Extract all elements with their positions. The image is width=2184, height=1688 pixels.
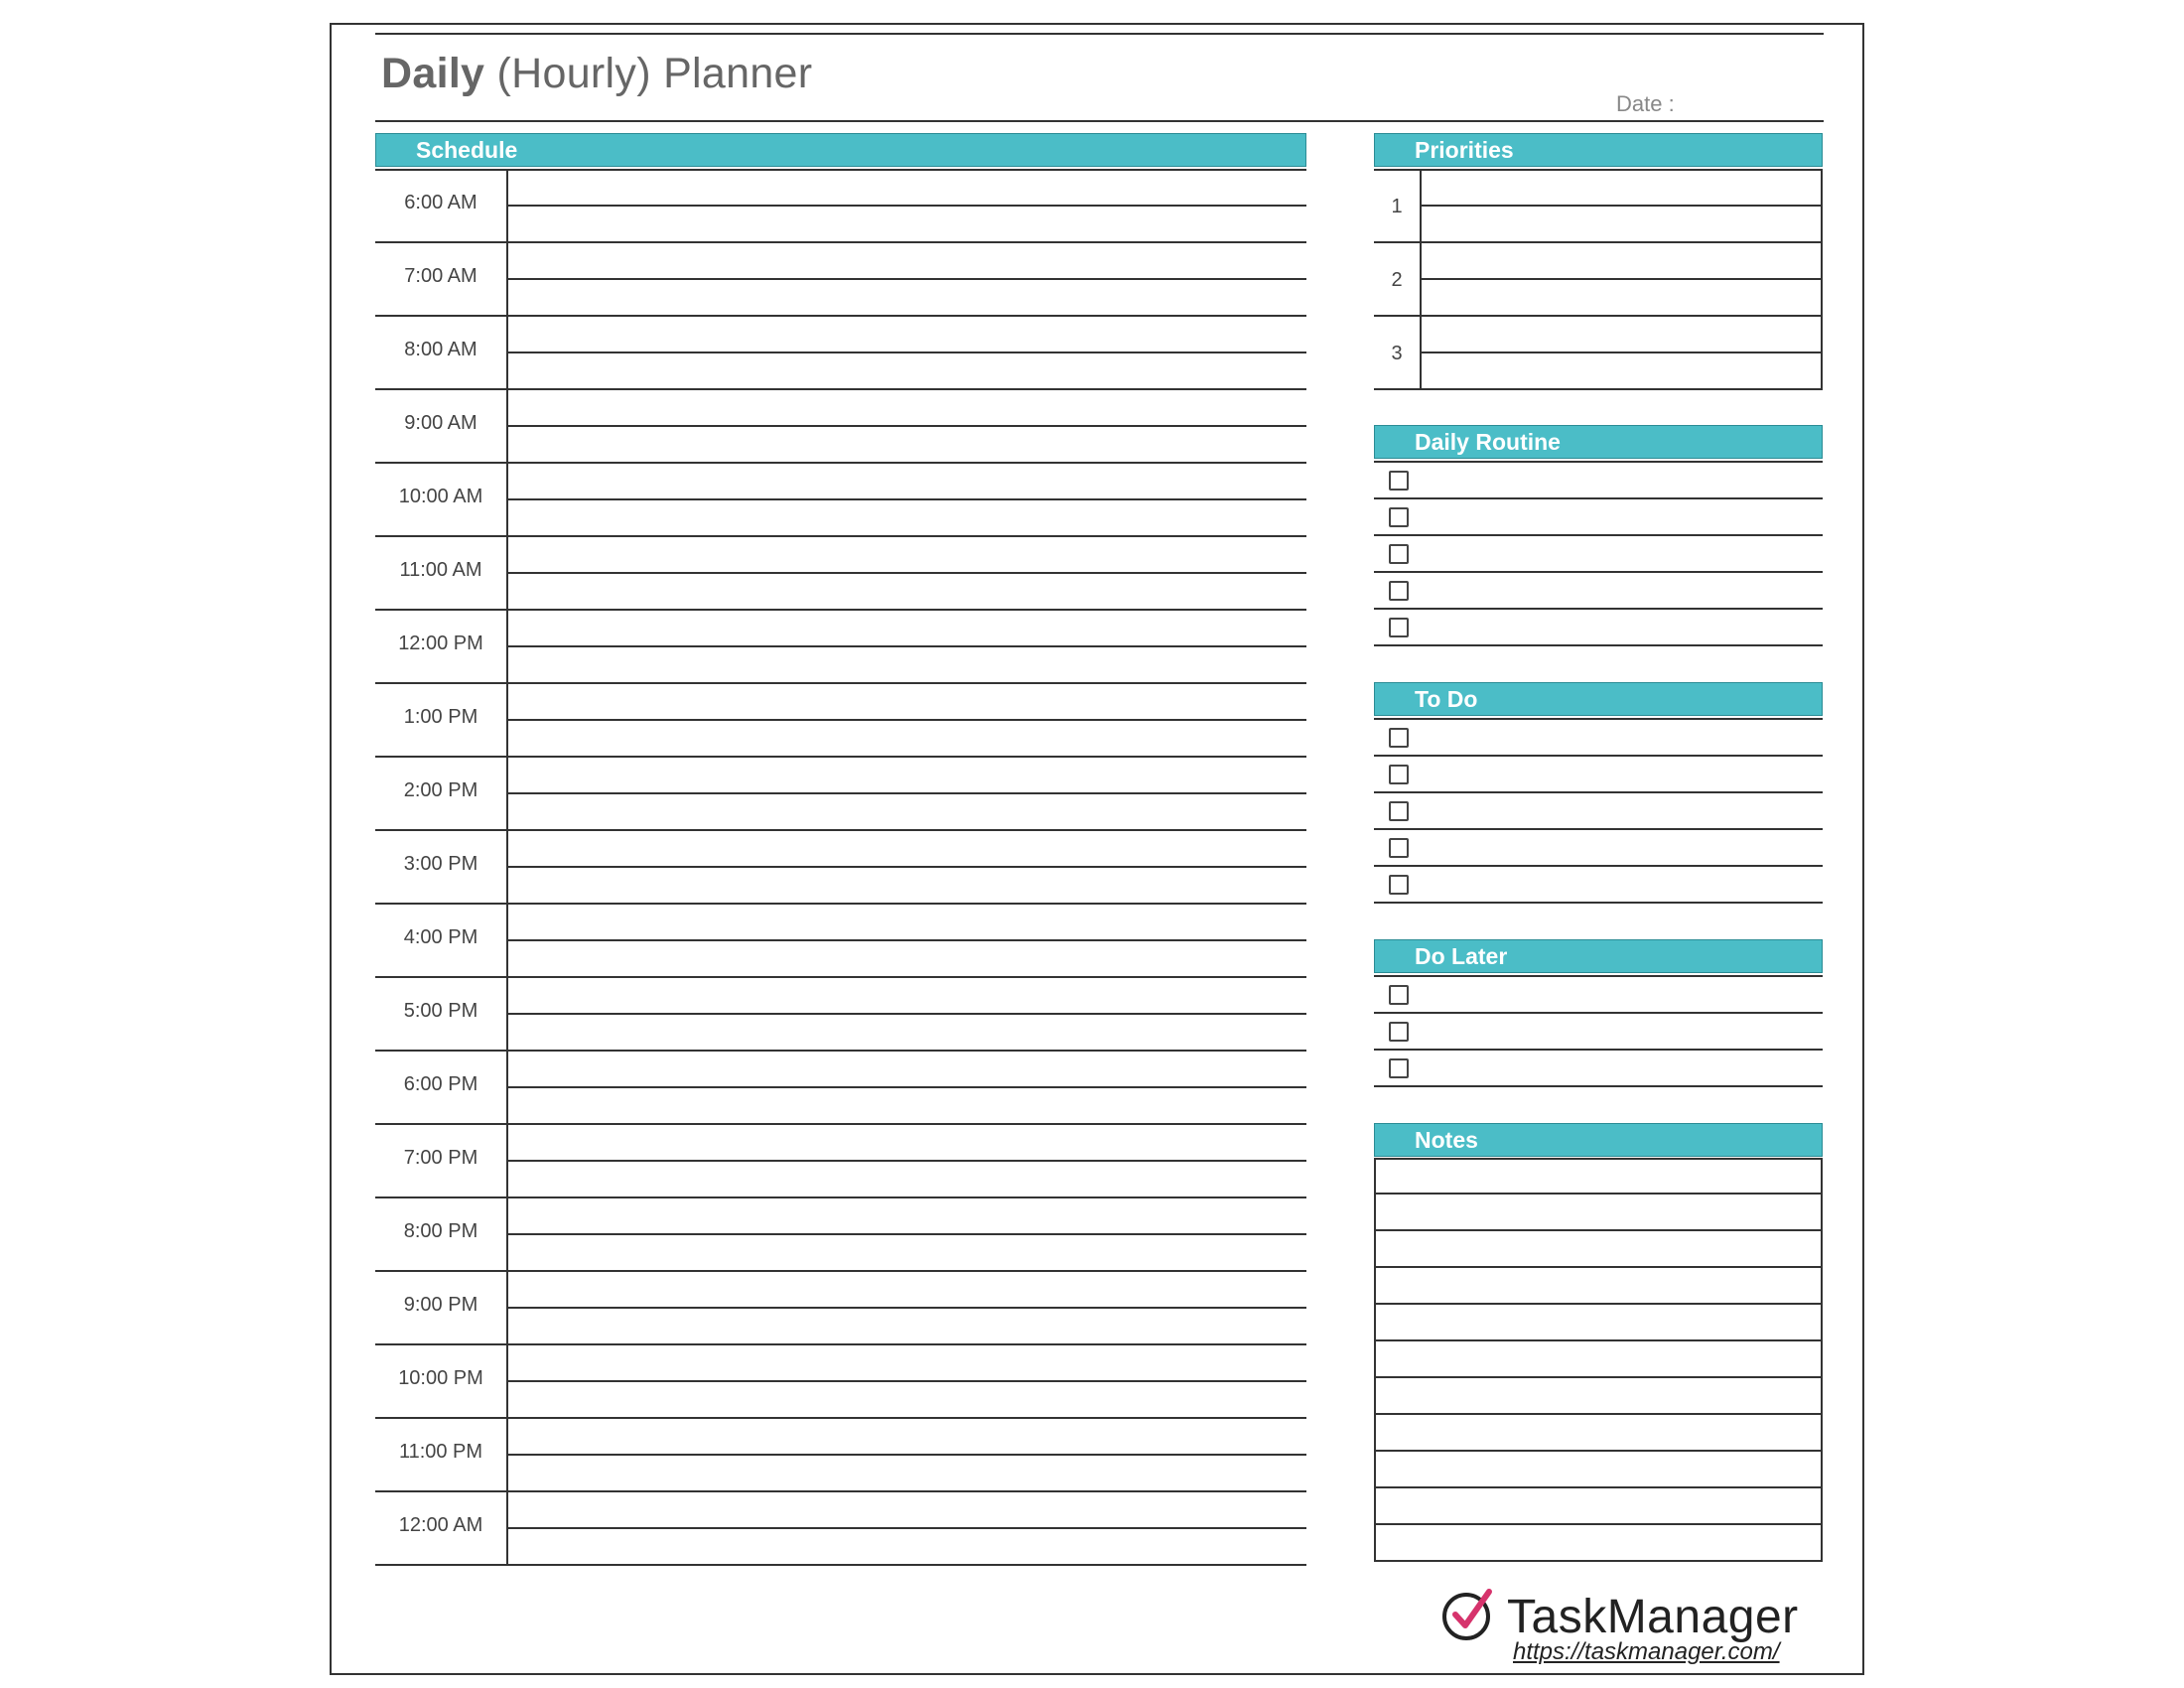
priority-row[interactable] bbox=[1374, 170, 1821, 243]
schedule-half-line bbox=[508, 1380, 1306, 1382]
notes-line[interactable] bbox=[1376, 1268, 1821, 1305]
schedule-time-label: 3:00 PM bbox=[375, 831, 508, 903]
priority-half-line bbox=[1422, 205, 1821, 207]
priority-number: 1 bbox=[1374, 170, 1422, 241]
notes-line[interactable] bbox=[1376, 1231, 1821, 1268]
schedule-half-line bbox=[508, 719, 1306, 721]
schedule-row[interactable] bbox=[375, 243, 1306, 317]
daily-routine-row[interactable] bbox=[1374, 573, 1823, 610]
todo-row[interactable] bbox=[1374, 757, 1823, 793]
checkbox[interactable] bbox=[1389, 544, 1409, 564]
checkbox[interactable] bbox=[1389, 581, 1409, 601]
priority-half-line bbox=[1422, 278, 1821, 280]
notes-line[interactable] bbox=[1376, 1378, 1821, 1415]
schedule-half-line bbox=[508, 792, 1306, 794]
checkbox[interactable] bbox=[1389, 801, 1409, 821]
schedule-row[interactable] bbox=[375, 170, 1306, 243]
priority-row[interactable] bbox=[1374, 243, 1821, 317]
do-later-row[interactable] bbox=[1374, 977, 1823, 1014]
schedule-time-label: 12:00 AM bbox=[375, 1492, 508, 1564]
schedule-time-label: 7:00 AM bbox=[375, 243, 508, 315]
schedule-row[interactable] bbox=[375, 1052, 1306, 1125]
schedule-time-label: 7:00 PM bbox=[375, 1125, 508, 1196]
schedule-time-label: 11:00 PM bbox=[375, 1419, 508, 1490]
schedule-time-label: 9:00 AM bbox=[375, 390, 508, 462]
schedule-half-line bbox=[508, 1160, 1306, 1162]
brand-url[interactable]: https://taskmanager.com/ bbox=[1513, 1638, 1780, 1665]
schedule-time-label: 10:00 PM bbox=[375, 1345, 508, 1417]
notes-line[interactable] bbox=[1376, 1195, 1821, 1231]
schedule-time-label: 11:00 AM bbox=[375, 537, 508, 609]
notes-line[interactable] bbox=[1376, 1158, 1821, 1195]
notes-line[interactable] bbox=[1376, 1415, 1821, 1452]
checkbox[interactable] bbox=[1389, 507, 1409, 527]
schedule-half-line bbox=[508, 498, 1306, 500]
brand-name: TaskManager bbox=[1507, 1591, 1799, 1643]
checkbox[interactable] bbox=[1389, 765, 1409, 784]
schedule-header: Schedule bbox=[375, 133, 1306, 167]
schedule-time-label: 4:00 PM bbox=[375, 905, 508, 976]
schedule-row[interactable] bbox=[375, 317, 1306, 390]
schedule-half-line bbox=[508, 1307, 1306, 1309]
notes-header: Notes bbox=[1374, 1123, 1823, 1157]
check-circle-icon bbox=[1439, 1586, 1497, 1648]
checkbox[interactable] bbox=[1389, 838, 1409, 858]
schedule-row[interactable] bbox=[375, 1125, 1306, 1198]
notes-line[interactable] bbox=[1376, 1525, 1821, 1562]
priority-half-line bbox=[1422, 352, 1821, 353]
schedule-row[interactable] bbox=[375, 1345, 1306, 1419]
todo-row[interactable] bbox=[1374, 830, 1823, 867]
todo-row[interactable] bbox=[1374, 867, 1823, 904]
schedule-time-label: 5:00 PM bbox=[375, 978, 508, 1050]
todo-row[interactable] bbox=[1374, 793, 1823, 830]
schedule-half-line bbox=[508, 866, 1306, 868]
schedule-half-line bbox=[508, 1233, 1306, 1235]
schedule-time-label: 12:00 PM bbox=[375, 611, 508, 682]
schedule-row[interactable] bbox=[375, 831, 1306, 905]
priority-row[interactable] bbox=[1374, 317, 1821, 390]
schedule-time-label: 9:00 PM bbox=[375, 1272, 508, 1343]
checkbox[interactable] bbox=[1389, 875, 1409, 895]
schedule-half-line bbox=[508, 205, 1306, 207]
schedule-half-line bbox=[508, 1013, 1306, 1015]
priorities-list bbox=[1374, 170, 1823, 390]
schedule-time-label: 6:00 AM bbox=[375, 170, 508, 241]
schedule-row[interactable] bbox=[375, 978, 1306, 1052]
checkbox[interactable] bbox=[1389, 1058, 1409, 1078]
notes-line[interactable] bbox=[1376, 1452, 1821, 1488]
do-later-row[interactable] bbox=[1374, 1014, 1823, 1051]
schedule-row[interactable] bbox=[375, 611, 1306, 684]
daily-routine-row[interactable] bbox=[1374, 536, 1823, 573]
daily-routine-row[interactable] bbox=[1374, 499, 1823, 536]
daily-routine-list bbox=[1374, 463, 1823, 646]
do-later-row[interactable] bbox=[1374, 1051, 1823, 1087]
schedule-row[interactable] bbox=[375, 537, 1306, 611]
notes-area bbox=[1374, 1158, 1823, 1562]
priority-number: 2 bbox=[1374, 243, 1422, 315]
daily-routine-row[interactable] bbox=[1374, 463, 1823, 499]
schedule-half-line bbox=[508, 1527, 1306, 1529]
schedule-half-line bbox=[508, 645, 1306, 647]
schedule-row[interactable] bbox=[375, 1272, 1306, 1345]
schedule-half-line bbox=[508, 425, 1306, 427]
date-label: Date : bbox=[1616, 91, 1675, 116]
schedule-row[interactable] bbox=[375, 1198, 1306, 1272]
schedule-row[interactable] bbox=[375, 1492, 1306, 1566]
checkbox[interactable] bbox=[1389, 1022, 1409, 1042]
schedule-time-label: 2:00 PM bbox=[375, 758, 508, 829]
todo-header: To Do bbox=[1374, 682, 1823, 716]
checkbox[interactable] bbox=[1389, 728, 1409, 748]
title-bold: Daily bbox=[381, 50, 485, 97]
schedule-half-line bbox=[508, 1454, 1306, 1456]
checkbox[interactable] bbox=[1389, 985, 1409, 1005]
daily-routine-header: Daily Routine bbox=[1374, 425, 1823, 459]
schedule-time-label: 1:00 PM bbox=[375, 684, 508, 756]
schedule-row[interactable] bbox=[375, 390, 1306, 464]
todo-row[interactable] bbox=[1374, 720, 1823, 757]
schedule-half-line bbox=[508, 572, 1306, 574]
schedule-row[interactable] bbox=[375, 684, 1306, 758]
schedule-row[interactable] bbox=[375, 464, 1306, 537]
header-rule bbox=[375, 120, 1824, 122]
schedule-time-label: 10:00 AM bbox=[375, 464, 508, 535]
schedule-row[interactable] bbox=[375, 758, 1306, 831]
notes-line[interactable] bbox=[1376, 1341, 1821, 1378]
schedule-half-line bbox=[508, 278, 1306, 280]
schedule-row[interactable] bbox=[375, 905, 1306, 978]
schedule-half-line bbox=[508, 352, 1306, 353]
priority-number: 3 bbox=[1374, 317, 1422, 388]
do-later-header: Do Later bbox=[1374, 939, 1823, 973]
page-title bbox=[381, 50, 812, 98]
checkbox[interactable] bbox=[1389, 618, 1409, 637]
priorities-header: Priorities bbox=[1374, 133, 1823, 167]
schedule-grid bbox=[375, 170, 1306, 1566]
notes-line[interactable] bbox=[1376, 1305, 1821, 1341]
top-rule bbox=[375, 33, 1824, 35]
daily-routine-row[interactable] bbox=[1374, 610, 1823, 646]
todo-list bbox=[1374, 720, 1823, 904]
schedule-half-line bbox=[508, 1086, 1306, 1088]
schedule-time-label: 8:00 AM bbox=[375, 317, 508, 388]
checkbox[interactable] bbox=[1389, 471, 1409, 491]
schedule-half-line bbox=[508, 939, 1306, 941]
notes-line[interactable] bbox=[1376, 1488, 1821, 1525]
schedule-time-label: 8:00 PM bbox=[375, 1198, 508, 1270]
schedule-time-label: 6:00 PM bbox=[375, 1052, 508, 1123]
title-rest: (Hourly) Planner bbox=[484, 50, 813, 97]
schedule-row[interactable] bbox=[375, 1419, 1306, 1492]
do-later-list bbox=[1374, 977, 1823, 1087]
